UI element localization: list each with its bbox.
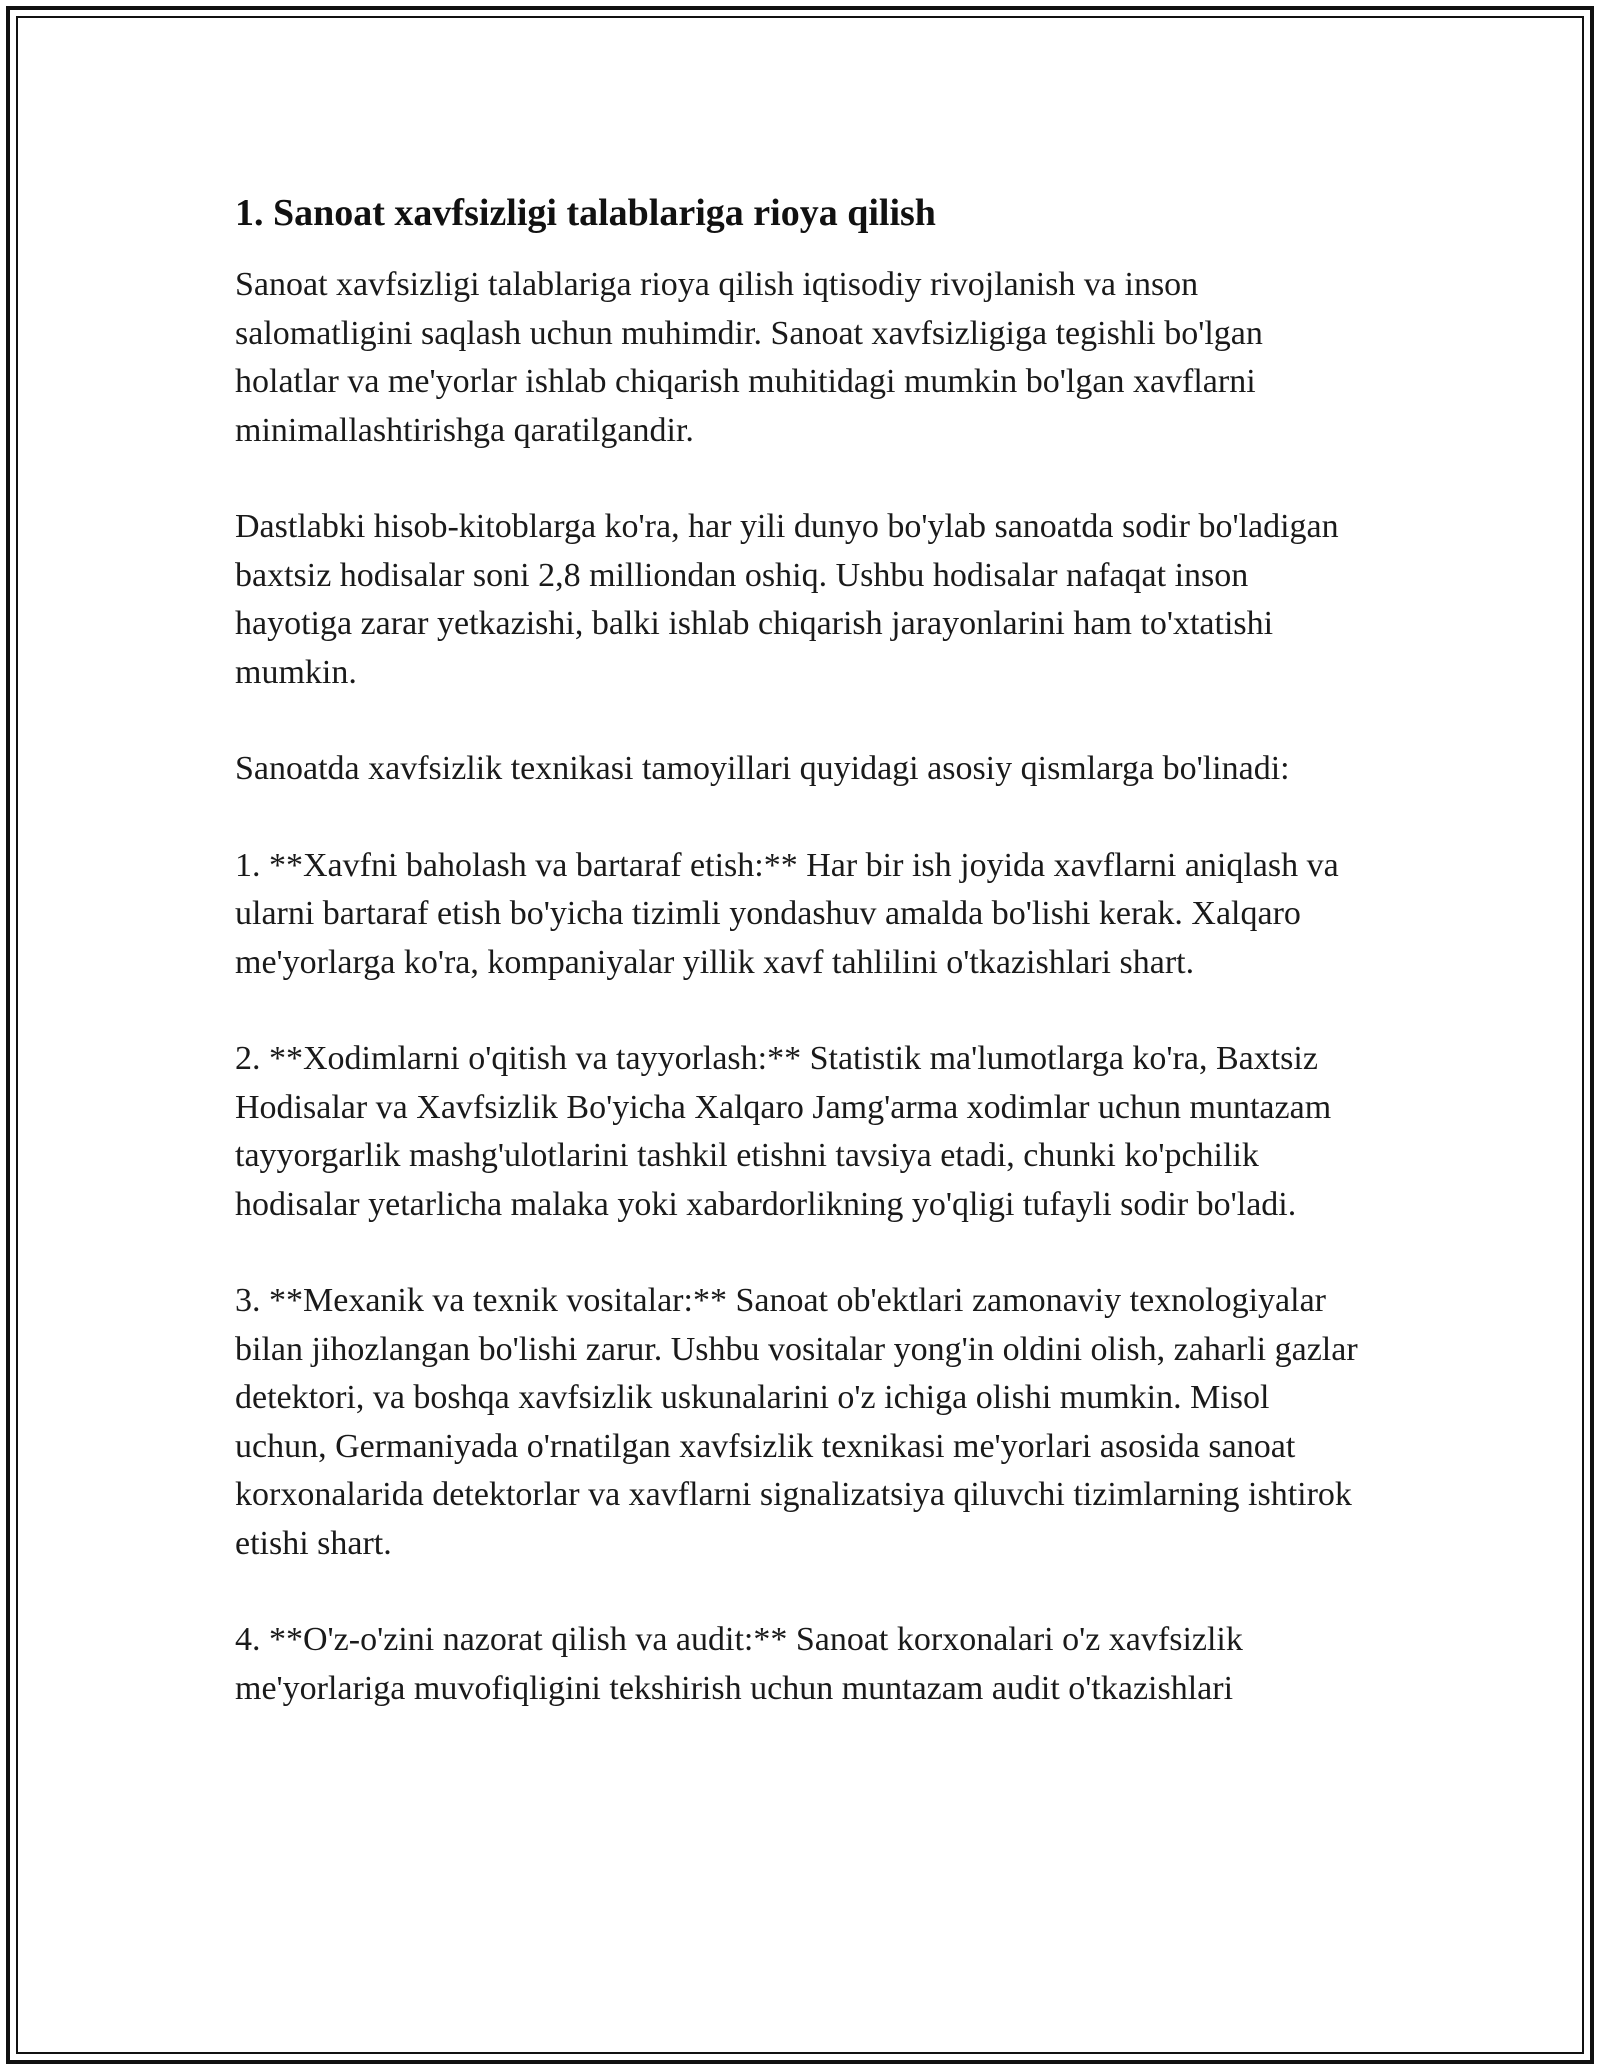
list-item-risk-assessment: 1. **Xavfni baholash va bartaraf etish:** Har bir ish joyida xavflarni aniqlash va ularni bartaraf etish bo'yicha tizimli yondashuv amalda bo'lishi kerak. Xalqaro me'yorlarga ko'ra, kompaniyalar yillik xavf tahlilini o'tkazishlari shart. (235, 846, 1339, 981)
list-item-staff-training: 2. **Xodimlarni o'qitish va tayyorlash:** Statistik ma'lumotlarga ko'ra, Baxtsiz Hodisalar va Xavfsizlik Bo'yicha Xalqaro Jamg'arma xodimlar uchun muntazam tayyorgarlik mashg'ulotlarini tashkil etishni tavsiya etadi, chunki ko'pchilik hodisalar yetarlicha malaka yoki xabardorlikning yo'qligi tufayli sodir bo'ladi. (235, 1040, 1332, 1223)
list-item-self-audit: 4. **O'z-o'zini nazorat qilish va audit:** Sanoat korxonalari o'z xavfsizlik me'yorlariga muvofiqligini tekshirish uchun muntazam audit o'tkazishlari (235, 1621, 1243, 1707)
paragraph-principles-intro: Sanoatda xavfsizlik texnikasi tamoyillari quyidagi asosiy qismlarga bo'linadi: (235, 750, 1290, 787)
paragraph-intro: Sanoat xavfsizligi talablariga rioya qilish iqtisodiy rivojlanish va inson salomatligini saqlash uchun muhimdir. Sanoat xavfsizligiga tegishli bo'lgan holatlar va me'yorlar ishlab chiqarish muhitidagi mumkin bo'lgan xavflarni minimallashtirishga qaratilgandir. (235, 266, 1263, 449)
section-heading: 1. Sanoat xavfsizligi talablariga rioya qilish (235, 192, 936, 234)
list-item-technical-tools: 3. **Mexanik va texnik vositalar:** Sanoat ob'ektlari zamonaviy texnologiyalar bilan jihozlangan bo'lishi zarur. Ushbu vositalar yong'in oldini olish, zaharli gazlar detektori, va boshqa xavfsizlik uskunalarini o'z ichiga olishi mumkin. Misol uchun, Germaniyada o'rnatilgan xavfsizlik texnikasi me'yorlari asosida sanoat korxonalarida detektorlar va xavflarni signalizatsiya qiluvchi tizimlarning ishtirok etishi shart. (235, 1282, 1358, 1562)
document-body (235, 185, 1365, 1761)
paragraph-statistics: Dastlabki hisob-kitoblarga ko'ra, har yili dunyo bo'ylab sanoatda sodir bo'ladigan baxtsiz hodisalar soni 2,8 milliondan oshiq. Ushbu hodisalar nafaqat inson hayotiga zarar yetkazishi, balki ishlab chiqarish jarayonlarini ham to'xtatishi mumkin. (235, 508, 1339, 691)
